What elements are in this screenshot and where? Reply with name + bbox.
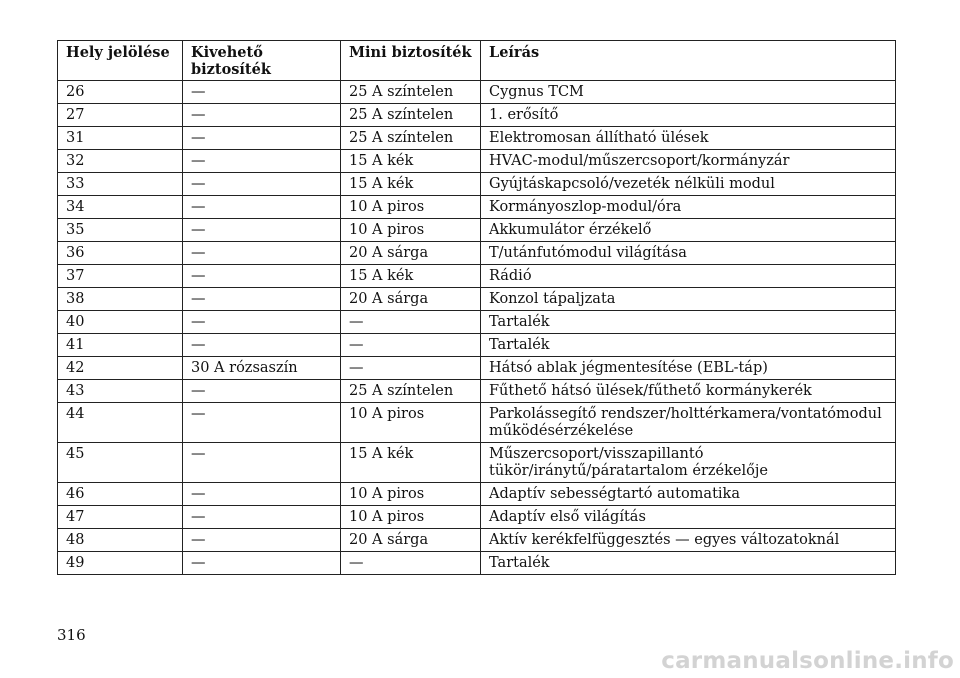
cell-mini-fuse: 15 A kék [341,265,481,288]
table-row [58,127,896,150]
cell-location: 34 [58,196,183,219]
cell-location: 33 [58,173,183,196]
cell-description: Aktív kerékfelfüggesztés — egyes változatoknál [481,529,896,552]
cell-location: 31 [58,127,183,150]
cell-cartridge-fuse: — [183,242,341,265]
cell-mini-fuse: — [341,334,481,357]
cell-mini-fuse: 15 A kék [341,443,481,483]
table-row [58,529,896,552]
cell-mini-fuse: 20 A sárga [341,288,481,311]
cell-description: Akkumulátor érzékelő [481,219,896,242]
cell-location: 38 [58,288,183,311]
cell-mini-fuse: 15 A kék [341,173,481,196]
cell-description: Adaptív első világítás [481,506,896,529]
cell-description: Tartalék [481,311,896,334]
cell-location: 45 [58,443,183,483]
cell-cartridge-fuse: — [183,288,341,311]
cell-cartridge-fuse: — [183,334,341,357]
table-row [58,483,896,506]
table-row [58,443,896,483]
cell-cartridge-fuse: — [183,104,341,127]
table-row [58,173,896,196]
table-row [58,196,896,219]
cell-location: 40 [58,311,183,334]
cell-mini-fuse: 10 A piros [341,403,481,443]
cell-mini-fuse: — [341,311,481,334]
cell-description: Adaptív sebességtartó automatika [481,483,896,506]
cell-location: 36 [58,242,183,265]
table-row [58,357,896,380]
cell-location: 35 [58,219,183,242]
cell-cartridge-fuse: — [183,443,341,483]
cell-cartridge-fuse: — [183,196,341,219]
cell-cartridge-fuse: — [183,81,341,104]
cell-cartridge-fuse: — [183,403,341,443]
cell-mini-fuse: 25 A színtelen [341,127,481,150]
cell-mini-fuse: 25 A színtelen [341,81,481,104]
cell-cartridge-fuse: — [183,380,341,403]
table-row [58,265,896,288]
table-row [58,81,896,104]
cell-location: 26 [58,81,183,104]
cell-mini-fuse: 20 A sárga [341,529,481,552]
cell-location: 44 [58,403,183,443]
cell-location: 27 [58,104,183,127]
table-row [58,403,896,443]
cell-location: 42 [58,357,183,380]
fuse-table [57,40,896,575]
cell-cartridge-fuse: 30 A rózsaszín [183,357,341,380]
cell-description: Műszercsoport/visszapillantó tükör/iránytű/páratartalom érzékelője [481,443,896,483]
header-row [58,41,896,81]
table-row [58,104,896,127]
cell-description: T/utánfutómodul világítása [481,242,896,265]
table-row [58,219,896,242]
table-row [58,242,896,265]
header-cartridge-fuse: Kivehető biztosíték [183,41,341,81]
cell-location: 46 [58,483,183,506]
cell-mini-fuse: — [341,357,481,380]
cell-cartridge-fuse: — [183,529,341,552]
cell-cartridge-fuse: — [183,173,341,196]
cell-cartridge-fuse: — [183,219,341,242]
table-row [58,288,896,311]
table-row [58,150,896,173]
cell-description: Elektromosan állítható ülések [481,127,896,150]
cell-cartridge-fuse: — [183,552,341,575]
cell-description: 1. erősítő [481,104,896,127]
cell-description: Gyújtáskapcsoló/vezeték nélküli modul [481,173,896,196]
header-mini-fuse: Mini biztosíték [341,41,481,81]
cell-description: Parkolássegítő rendszer/holttérkamera/vontatómodul működésérzékelése [481,403,896,443]
cell-description: HVAC-modul/műszercsoport/kormányzár [481,150,896,173]
fuse-table-header [58,41,896,81]
cell-location: 47 [58,506,183,529]
cell-location: 43 [58,380,183,403]
cell-cartridge-fuse: — [183,506,341,529]
watermark: carmanualsonline.info [661,648,954,674]
cell-description: Konzol tápaljzata [481,288,896,311]
cell-location: 41 [58,334,183,357]
cell-description: Fűthető hátsó ülések/fűthető kormánykerék [481,380,896,403]
table-row [58,380,896,403]
cell-description: Tartalék [481,334,896,357]
header-description: Leírás [481,41,896,81]
cell-cartridge-fuse: — [183,265,341,288]
cell-mini-fuse: 10 A piros [341,506,481,529]
cell-mini-fuse: 20 A sárga [341,242,481,265]
cell-description: Hátsó ablak jégmentesítése (EBL-táp) [481,357,896,380]
cell-cartridge-fuse: — [183,483,341,506]
cell-mini-fuse: 10 A piros [341,196,481,219]
cell-mini-fuse: 25 A színtelen [341,104,481,127]
fuse-table-body [58,81,896,575]
cell-mini-fuse: 10 A piros [341,219,481,242]
table-row [58,552,896,575]
page-number: 316 [57,626,86,644]
table-row [58,506,896,529]
cell-location: 49 [58,552,183,575]
cell-description: Cygnus TCM [481,81,896,104]
cell-mini-fuse: — [341,552,481,575]
cell-mini-fuse: 25 A színtelen [341,380,481,403]
table-row [58,311,896,334]
table-row [58,334,896,357]
cell-description: Tartalék [481,552,896,575]
cell-cartridge-fuse: — [183,311,341,334]
cell-location: 32 [58,150,183,173]
cell-description: Rádió [481,265,896,288]
cell-location: 37 [58,265,183,288]
cell-location: 48 [58,529,183,552]
cell-description: Kormányoszlop-modul/óra [481,196,896,219]
cell-mini-fuse: 15 A kék [341,150,481,173]
cell-cartridge-fuse: — [183,150,341,173]
cell-mini-fuse: 10 A piros [341,483,481,506]
header-location: Hely jelölése [58,41,183,81]
cell-cartridge-fuse: — [183,127,341,150]
